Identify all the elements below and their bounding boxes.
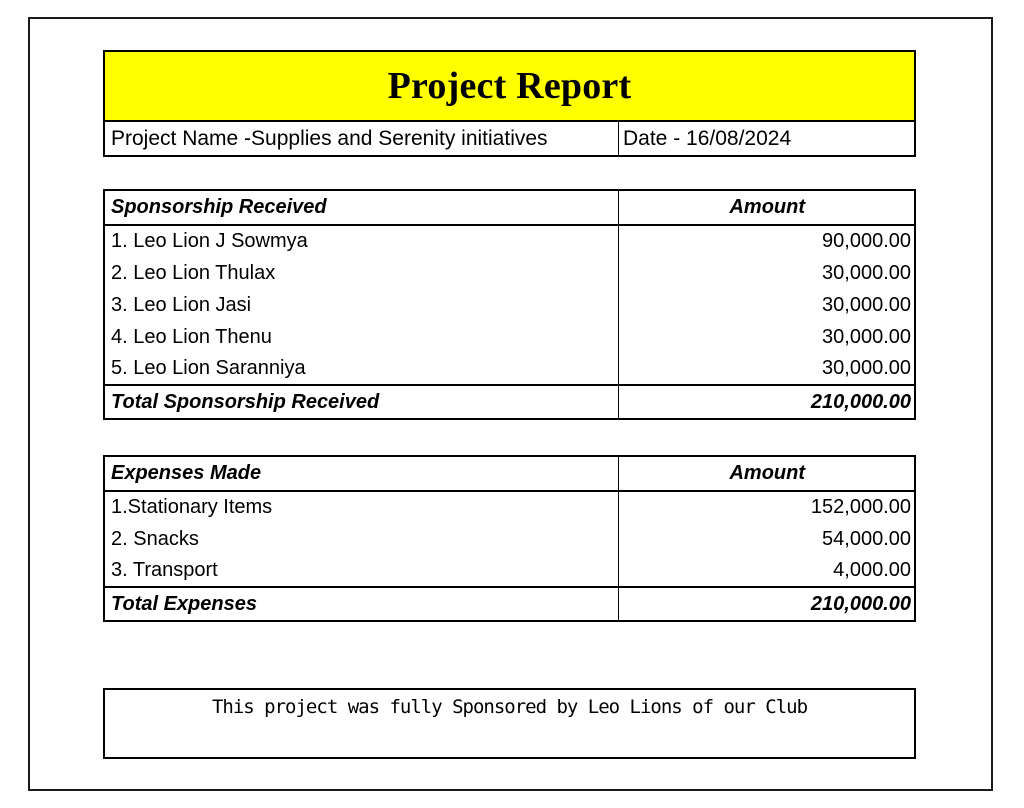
expenses-total-label: Total Expenses bbox=[104, 587, 618, 621]
table-row bbox=[104, 321, 915, 353]
sponsor-amount: 30,000.00 bbox=[618, 257, 915, 289]
sponsorship-header-amount: Amount bbox=[618, 190, 915, 225]
table-header bbox=[104, 456, 915, 491]
table-row bbox=[104, 491, 915, 523]
table-header bbox=[104, 190, 915, 225]
expense-name: 3. Transport bbox=[104, 555, 618, 587]
title-banner bbox=[103, 50, 916, 122]
sponsor-name: 5. Leo Lion Saranniya bbox=[104, 353, 618, 385]
expenses-table bbox=[103, 455, 916, 622]
sponsorship-note bbox=[103, 688, 916, 759]
project-name: Project Name -Supplies and Serenity initiatives bbox=[105, 122, 619, 155]
sponsorship-table bbox=[103, 189, 916, 420]
sponsor-name: 2. Leo Lion Thulax bbox=[104, 257, 618, 289]
project-date: Date - 16/08/2024 bbox=[623, 126, 792, 150]
report-title: Project Report bbox=[387, 65, 632, 107]
expense-amount: 152,000.00 bbox=[618, 491, 915, 523]
table-row bbox=[104, 555, 915, 587]
sponsorship-total-amount: 210,000.00 bbox=[618, 385, 915, 419]
expenses-header-amount: Amount bbox=[618, 456, 915, 491]
table-row bbox=[104, 257, 915, 289]
expenses-total-amount: 210,000.00 bbox=[618, 587, 915, 621]
sponsor-amount: 90,000.00 bbox=[618, 225, 915, 257]
expense-name: 2. Snacks bbox=[104, 523, 618, 555]
expense-name: 1.Stationary Items bbox=[104, 491, 618, 523]
sponsor-name: 3. Leo Lion Jasi bbox=[104, 289, 618, 321]
sponsor-amount: 30,000.00 bbox=[618, 353, 915, 385]
sponsorship-header-label: Sponsorship Received bbox=[104, 190, 618, 225]
expense-amount: 54,000.00 bbox=[618, 523, 915, 555]
total-row bbox=[104, 385, 915, 419]
sponsor-name: 1. Leo Lion J Sowmya bbox=[104, 225, 618, 257]
note-text: This project was fully Sponsored by Leo Lions of our Club bbox=[211, 696, 808, 718]
table-row bbox=[104, 353, 915, 385]
sponsor-amount: 30,000.00 bbox=[618, 321, 915, 353]
table-row bbox=[104, 225, 915, 257]
total-row bbox=[104, 587, 915, 621]
table-row bbox=[104, 523, 915, 555]
sponsor-amount: 30,000.00 bbox=[618, 289, 915, 321]
table-row bbox=[104, 289, 915, 321]
sponsorship-total-label: Total Sponsorship Received bbox=[104, 385, 618, 419]
sponsor-name: 4. Leo Lion Thenu bbox=[104, 321, 618, 353]
expenses-header-label: Expenses Made bbox=[104, 456, 618, 491]
project-info-row bbox=[103, 121, 916, 157]
expense-amount: 4,000.00 bbox=[618, 555, 915, 587]
